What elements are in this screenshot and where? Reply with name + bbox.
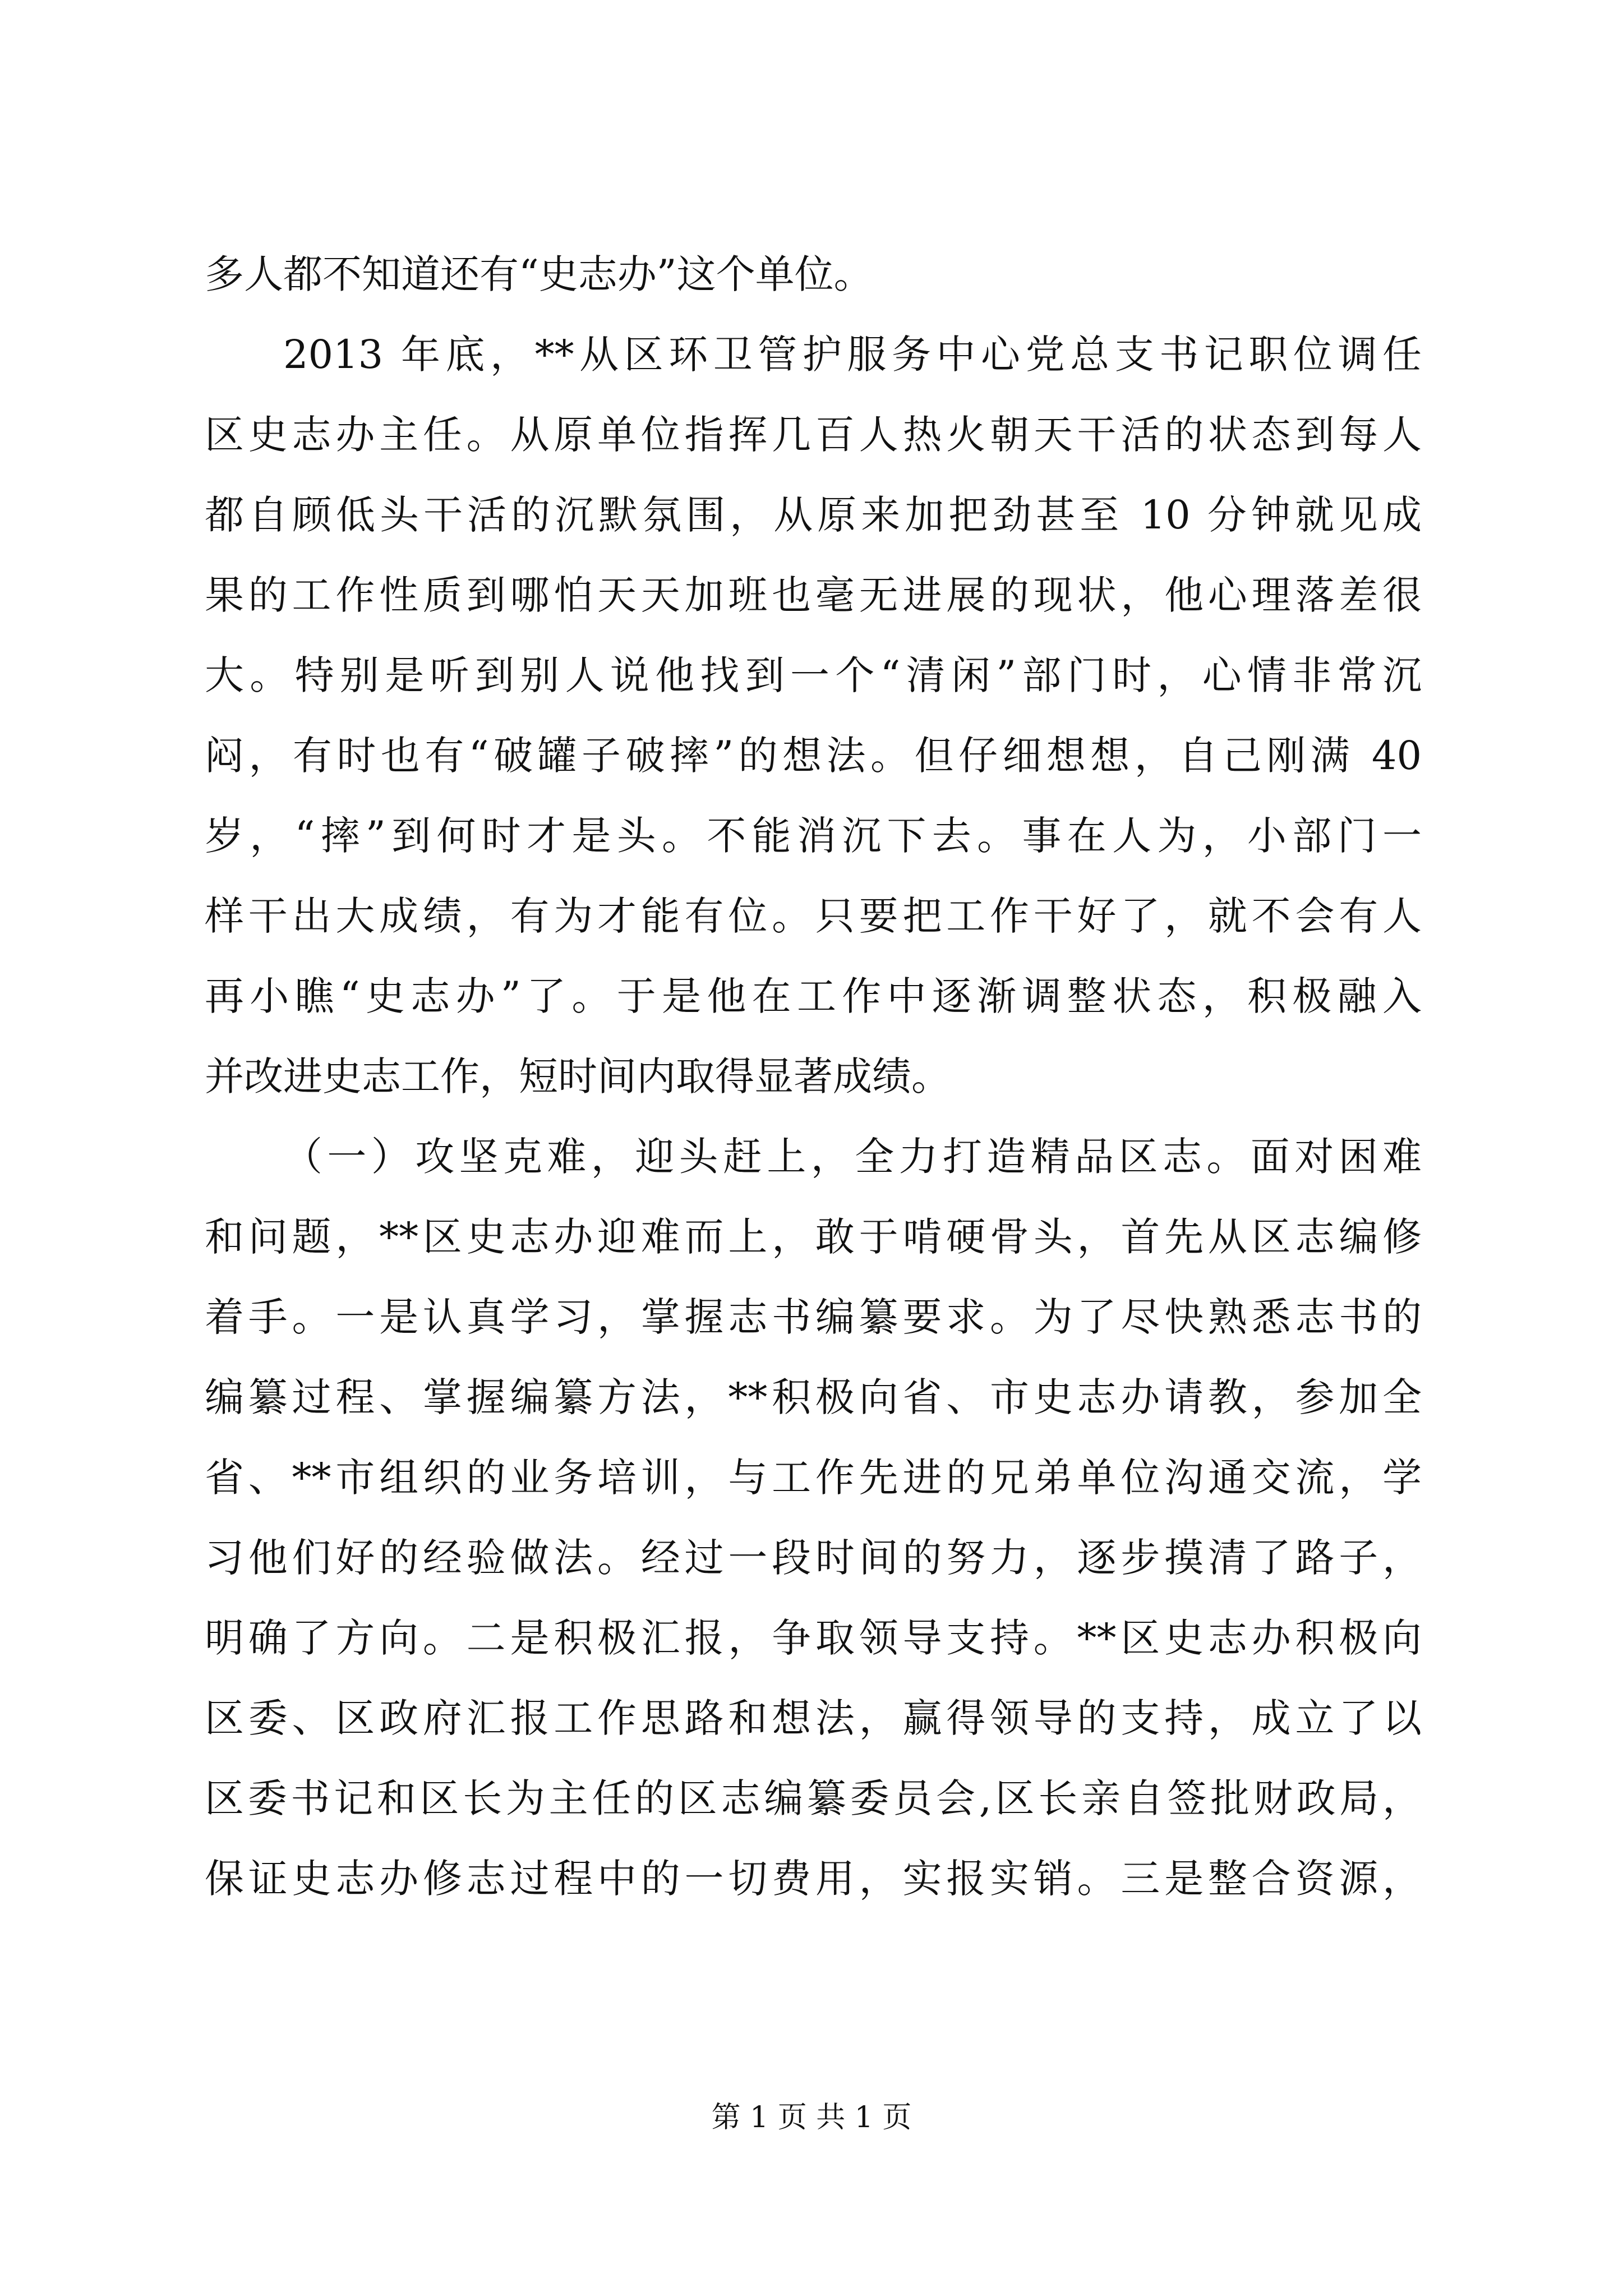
- text-line: 和问题，**区史志办迎难而上，敢于啃硬骨头，首先从区志编修: [205, 1214, 1422, 1260]
- text-line: 2013 年底，**从区环卫管护服务中心党总支书记职位调任: [283, 332, 1422, 378]
- text-line: 大。特别是听到别人说他找到一个“清闲”部门时，心情非常沉: [205, 652, 1422, 698]
- text-line: 习他们好的经验做法。经过一段时间的努力，逐步摸清了路子，: [205, 1535, 1422, 1581]
- text-line: 并改进史志工作，短时间内取得显著成绩。: [205, 1053, 951, 1099]
- page-number: 第 1 页 共 1 页: [711, 2101, 912, 2134]
- text-line: 着手。一是认真学习，掌握志书编纂要求。为了尽快熟悉志书的: [205, 1294, 1422, 1340]
- text-line: 省、**市组织的业务培训，与工作先进的兄弟单位沟通交流，学: [205, 1455, 1422, 1501]
- text-line: 多人都不知道还有“史志办”这个单位。: [205, 251, 873, 297]
- text-line: 区委、区政府汇报工作思路和想法，赢得领导的支持，成立了以: [205, 1695, 1422, 1741]
- text-line: 保证史志办修志过程中的一切费用，实报实销。三是整合资源，: [205, 1856, 1422, 1902]
- text-line: 都自顾低头干活的沉默氛围，从原来加把劲甚至 10 分钟就见成: [205, 492, 1422, 538]
- text-line: 再小瞧“史志办”了。于是他在工作中逐渐调整状态，积极融入: [205, 973, 1422, 1019]
- text-line: 区委书记和区长为主任的区志编纂委员会,区长亲自签批财政局，: [205, 1775, 1422, 1821]
- text-line: 果的工作性质到哪怕天天加班也毫无进展的现状，他心理落差很: [205, 572, 1422, 618]
- text-line: （一）攻坚克难，迎头赶上，全力打造精品区志。面对困难: [283, 1134, 1422, 1180]
- document-body: [205, 234, 1422, 1919]
- page-footer: [0, 2098, 1623, 2137]
- text-line: 编纂过程、掌握编纂方法，**积极向省、市史志办请教，参加全: [205, 1374, 1422, 1420]
- text-line: 区史志办主任。从原单位指挥几百人热火朝天干活的状态到每人: [205, 412, 1422, 458]
- text-line: 样干出大成绩，有为才能有位。只要把工作干好了，就不会有人: [205, 893, 1422, 939]
- text-line: 岁，“摔”到何时才是头。不能消沉下去。事在人为，小部门一: [205, 813, 1422, 859]
- text-line: 闷，有时也有“破罐子破摔”的想法。但仔细想想，自己刚满 40: [205, 733, 1422, 779]
- text-line: 明确了方向。二是积极汇报，争取领导支持。**区史志办积极向: [205, 1615, 1422, 1661]
